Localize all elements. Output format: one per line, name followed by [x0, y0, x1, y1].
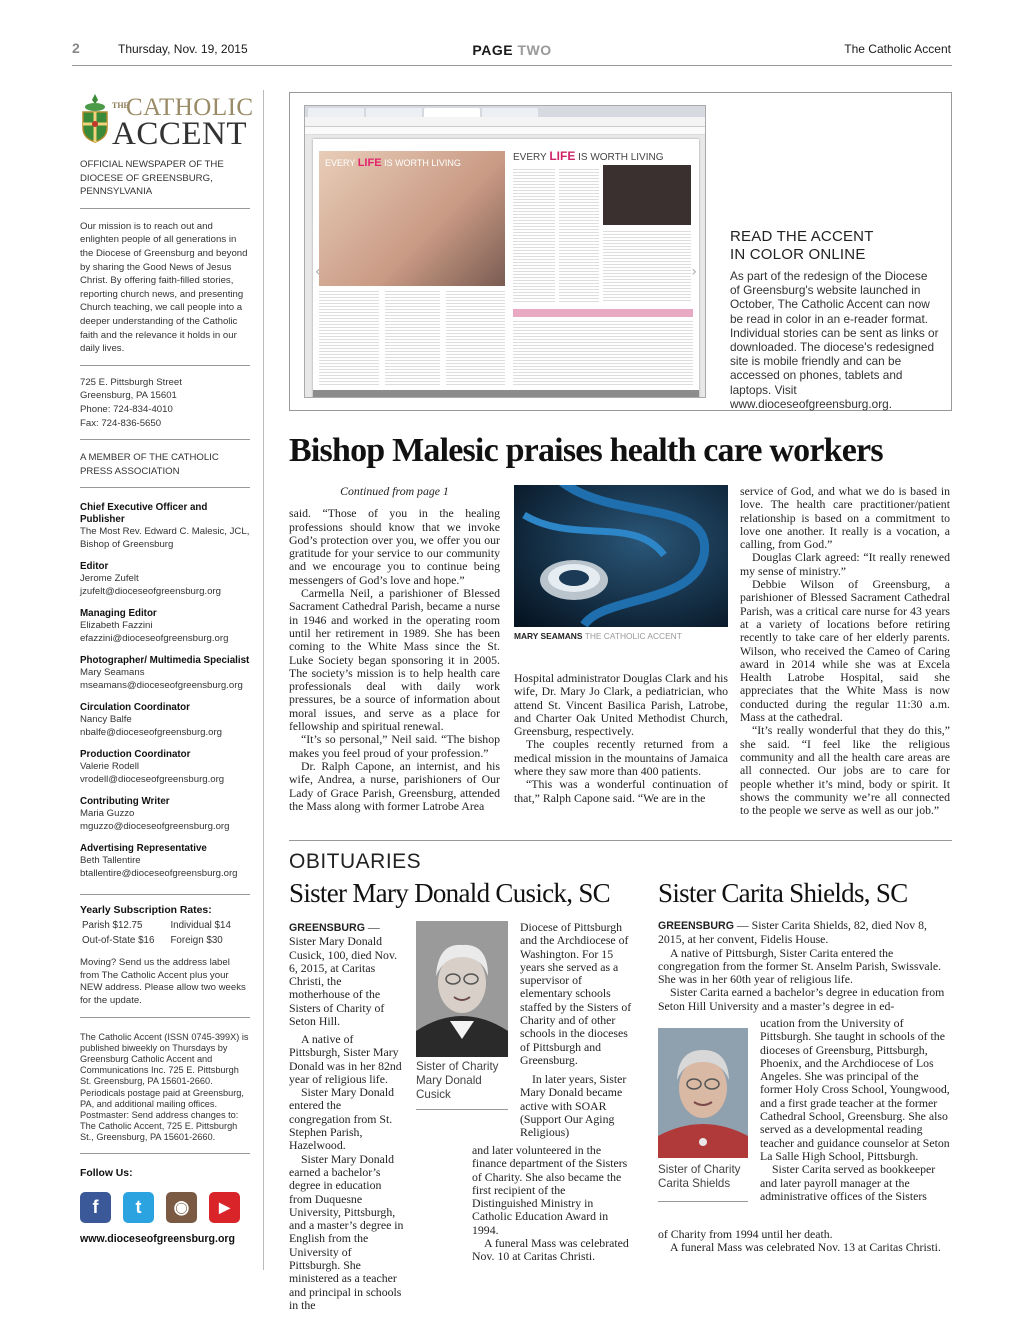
section-title-page: PAGE [472, 42, 514, 58]
browser-address-bar [305, 117, 705, 127]
rates-title: Yearly Subscription Rates: [80, 905, 212, 917]
logo-the: THE [112, 101, 129, 110]
phone-number: Phone: 724-834-4010 [80, 403, 173, 415]
staff-entry: Production Coordinator Valerie Rodell vrodell@dioceseofgreensburg.org [80, 749, 250, 786]
e-reader-spread: EVERY LIFE IS WORTH LIVING EVERY LIFE IS WORTH LIVING ‹ › [313, 139, 699, 398]
obituary-headline-shields: Sister Carita Shields, SC [658, 878, 908, 908]
story-column-2: Hospital administrator Douglas Clark and his wife, Dr. Mary Jo Clark, a pediatrician, who attend St. Vincent Basilica Parish, Latrobe, and Charter Oak United Methodist Church, Greensburg, respectively. The couples recently returned from a medical mission in the mountains of Jamaica where they saw more than 400 patients. “This was a wonderful continuation of that,” Ralph Capone said. “We are in the [514, 671, 728, 805]
shields-text-top: GREENSBURG — Sister Carita Shields, 82, died Nov 8, 2015, at her convent, Fidelis House. A native of Pittsburgh, Sister Carita entered the congregation from the former St. Anselm Parish, Swissvale. She was in her 60th year of religious life. Sister Carita earned a bachelor’s degree in education from Seton Hill University and a master’s degree in ed- [658, 918, 945, 1013]
staff-email[interactable]: vrodell@dioceseofgreensburg.org [80, 773, 225, 785]
website-link[interactable]: www.dioceseofgreensburg.org [80, 1232, 236, 1245]
follow-us [80, 1154, 250, 1247]
staff-email[interactable]: nbalfe@dioceseofgreensburg.org [80, 726, 223, 738]
newborn-photo: EVERY LIFE IS WORTH LIVING [319, 151, 505, 286]
follow-us-label: Follow Us: [80, 1167, 133, 1179]
obituaries-label: OBITUARIES [289, 850, 422, 873]
contact-info [80, 366, 250, 439]
cusick-text-a: GREENSBURG — Sister Mary Donald Cusick, 100, died Nov. 6, 2015, at Caritas Christi, the motherhouse of the Sisters of Charity of Seton Hill. [289, 920, 398, 1029]
moving-notice: Moving? Send us the address label from The Catholic Accent plus your NEW address. Please allow two weeks for the update. [80, 957, 246, 1007]
publication-name: The Catholic Accent [844, 42, 951, 56]
staff-email[interactable]: mseamans@dioceseofgreensburg.org [80, 679, 243, 691]
logo-accent: ACCENT [112, 116, 247, 152]
staff-entry: Contributing Writer Maria Guzzo mguzzo@dioceseofgreensburg.org [80, 796, 250, 833]
staff-entry: Chief Executive Officer and Publisher The Most Rev. Edward C. Malesic, JCL, Bishop of Greensburg [80, 502, 250, 550]
staff-email[interactable]: efazzini@dioceseofgreensburg.org [80, 632, 229, 644]
prev-page-icon: ‹ [315, 264, 321, 280]
official-newspaper-line: OFFICIAL NEWSPAPER OF THE DIOCESE OF GREENSBURG, PENNSYLVANIA [80, 159, 224, 198]
rates-table: Parish $12.75 Individual $14 Out-of-State $16 Foreign $30 [82, 920, 231, 947]
city-address: Greensburg, PA 15601 [80, 390, 177, 402]
masthead-sidebar [80, 90, 254, 1246]
staff-entry: Circulation Coordinator Nancy Balfe nbalfe@dioceseofgreensburg.org [80, 702, 250, 739]
catholic-accent-logo[interactable] [80, 90, 254, 152]
header-divider [72, 65, 952, 66]
staff-entry: Editor Jerome Zufelt jzufelt@dioceseofgreensburg.org [80, 561, 250, 598]
staff-entry: Managing Editor Elizabeth Fazzini efazzini@dioceseofgreensburg.org [80, 608, 250, 645]
staff-email[interactable]: mguzzo@dioceseofgreensburg.org [80, 820, 230, 832]
instagram-icon[interactable]: ◉ [166, 1192, 197, 1223]
cusick-text-e: and later volunteered in the finance department of the Sisters of Charity. She also became the first recipient of the Distinguished Ministry in Catholic Education Award in 1994. A funeral Mass was celebrated Nov. 10 at Caritas Christi. [472, 1143, 629, 1264]
video-thumbnail [603, 165, 691, 225]
feature-body: As part of the redesign of the Diocese of Greensburg's website launched in October, The Catholic Accent can now be read in color in an e-reader format. Individual stories can be sent as links or downloaded. The diocese's redesigned site is mobile friendly and can be accessed on phones, tablets and laptops. Visit www.dioceseofgreensburg.org. [730, 269, 939, 411]
obituary-headline-cusick: Sister Mary Donald Cusick, SC [289, 878, 610, 908]
cusick-text-b: Diocese of Pittsburgh and the Archdiocese of Washington. For 15 years she served as a supervisor of elementary schools staffed by the Sisters of Charity and of other schools in the dioceses of Pittsburgh and Greensburg. [520, 920, 632, 1067]
next-page-icon: › [691, 264, 697, 280]
issue-date: Thursday, Nov. 19, 2015 [118, 42, 248, 56]
dateline: GREENSBURG [289, 922, 365, 934]
street-address: 725 E. Pittsburgh Street [80, 376, 182, 388]
obituaries-divider [289, 840, 952, 841]
diocese-crest-icon [80, 94, 110, 144]
shields-text-bottom: of Charity from 1994 until her death. A funeral Mass was celebrated Nov. 13 at Caritas Christi. [658, 1227, 941, 1255]
twitter-icon[interactable]: t [123, 1192, 154, 1223]
cusick-caption: Sister of Charity Mary Donald Cusick [416, 1060, 499, 1101]
e-reader-screenshot [304, 105, 706, 398]
sidebar-divider [263, 90, 264, 1270]
facebook-icon[interactable]: f [80, 1192, 111, 1223]
mission-statement: Our mission is to reach out and enlighten people of all generations in the Diocese of Greensburg and beyond by sharing the Good News of Jesus Christ. By offering faith-filled stories, reporting church news, and presenting Church teaching, we call people into a deeper understanding of the Catholic faith and the relevance it holds in our daily lives. [80, 220, 248, 355]
youtube-icon[interactable]: ▶ [209, 1192, 240, 1223]
read-online-feature [289, 92, 952, 411]
cusick-text-c: In later years, Sister Mary Donald became active with SOAR (Support Our Aging Religious) [520, 1072, 627, 1140]
main-headline: Bishop Malesic praises health care workers [289, 432, 883, 469]
legal-notice: The Catholic Accent (ISSN 0745-399X) is published biweekly on Thursdays by Greensburg Catholic Accent and Communications Inc. 725 E. Pittsburgh St. Greensburg, PA 15601-2660. Periodicals postage paid at Greensburg, PA, and additional mailing offices. Postmaster: Send address changes to: The Catholic Accent, 725 E. Pittsburgh St., Greensburg, PA 15601-2660. [80, 1031, 249, 1143]
shields-portrait [658, 1028, 748, 1158]
continued-line: Continued from page 1 [340, 484, 449, 498]
staff-entry: Photographer/ Multimedia Specialist Mary Seamans mseamans@dioceseofgreensburg.org [80, 655, 250, 691]
staff-entry: Advertising Representative Beth Tallentire btallentire@dioceseofgreensburg.org [80, 843, 250, 880]
subscription-rates [80, 895, 250, 1016]
staff-email[interactable]: btallentire@dioceseofgreensburg.org [80, 867, 238, 879]
shields-caption: Sister of Charity Carita Shields [658, 1163, 741, 1190]
cusick-portrait [416, 921, 508, 1057]
stethoscope-photo [514, 485, 728, 627]
logo-catholic: CATHOLIC [126, 94, 254, 121]
story-column-1: Continued from page 1 said. “Those of you in the healing professions should know that we invoke God’s protection over you, we offer you our gratitude for your service to our community and we encourage you to continue being messengers of God’s love and hope.” Carmella Neil, a parishioner of Blessed Sacrament Cathedral Parish, became a nurse in 1946 and worked in the operating room until her retirement in 1989. She has been coming to the White Mass since the St. Luke Society began sponsoring it in 2005. The society’s mission is to help health care professionals deal with daily work pressures, be a source of information about moral issues, and serve as a place for fellowship and spiritual renewal. “It’s so personal,” Neil said. “The bishop makes you feel proud of your profession.” Dr. Ralph Capone, an internist, and his wife, Andrea, a nurse, parishioners of Our Lady of Grace Parish, Greensburg, attended the Mass along with former Latrobe Area [289, 484, 500, 813]
cusick-text-d: A native of Pittsburgh, Sister Mary Donald was in her 82nd year of religious life. Sister Mary Donald entered the congregation from St. Stephen Parish, Hazelwood. Sister Mary Donald earned a bachelor’s degree in education from Duquesne University, Pittsburgh, and a master’s degree in English from the University of Pittsburgh. She ministered as a teacher and principal in schools in the [289, 1032, 404, 1312]
section-title-two: TWO [517, 42, 552, 58]
member-line: A MEMBER OF THE CATHOLIC PRESS ASSOCIATION [80, 452, 219, 477]
fax-number: Fax: 724-836-5650 [80, 417, 162, 429]
feature-heading: READ THE ACCENT IN COLOR ONLINE [730, 228, 874, 263]
caption-rule [416, 1109, 508, 1110]
page-number: 2 [72, 40, 80, 56]
shields-text-mid: ucation from the University of Pittsburgh. She taught in schools of the dioceses of Greensburg, Pittsburgh, Phoenix, and the Archdiocese of Los Angeles. She was principal of the former Holy Cross School, Youngwood, and a first grade teacher at the former Cathedral School, Greensburg. She also served as a developmental reading teacher and guidance counselor at Seton La Salle High School, Pittsburgh. Sister Carita served as bookkeeper and later payroll manager at the administrative offices of the Sisters [760, 1016, 950, 1203]
dateline: GREENSBURG [658, 920, 734, 932]
browser-tabs [305, 106, 705, 117]
staff-email[interactable]: jzufelt@dioceseofgreensburg.org [80, 585, 221, 597]
browser-bookmarks-bar [305, 127, 705, 135]
story-column-3: service of God, and what we do is based in love. The health care practitioner/patient relationship is based on a commitment to love one another. It really is a vocation, a calling, from God.” Douglas Clark agreed: “It really renewed my sense of ministry.” Debbie Wilson of Greensburg, a parishioner of Blessed Sacrament Cathedral Parish, was a critical care nurse for 43 years at a variety of locations before retiring recently to take care of her elderly parents. Wilson, who received the Cameo of Caring award in 2014 while she was at Excela Health Latrobe Hospital, said she appreciates that the White Mass is now conducted during the regular 11:30 a.m. Mass at the cathedral. “It’s really wonderful that they do this,” she said. “I feel like the religious community and all the health care areas are all connected. Our jobs are to care for people whether it’s mind, body or spirit. It shows the community we’re all connected to the people we serve as well as our job.” [740, 484, 950, 818]
social-links [80, 1192, 250, 1223]
staff-list [80, 488, 250, 880]
caption-rule [658, 1201, 748, 1202]
photo-credit: MARY SEAMANS THE CATHOLIC ACCENT [514, 631, 682, 641]
